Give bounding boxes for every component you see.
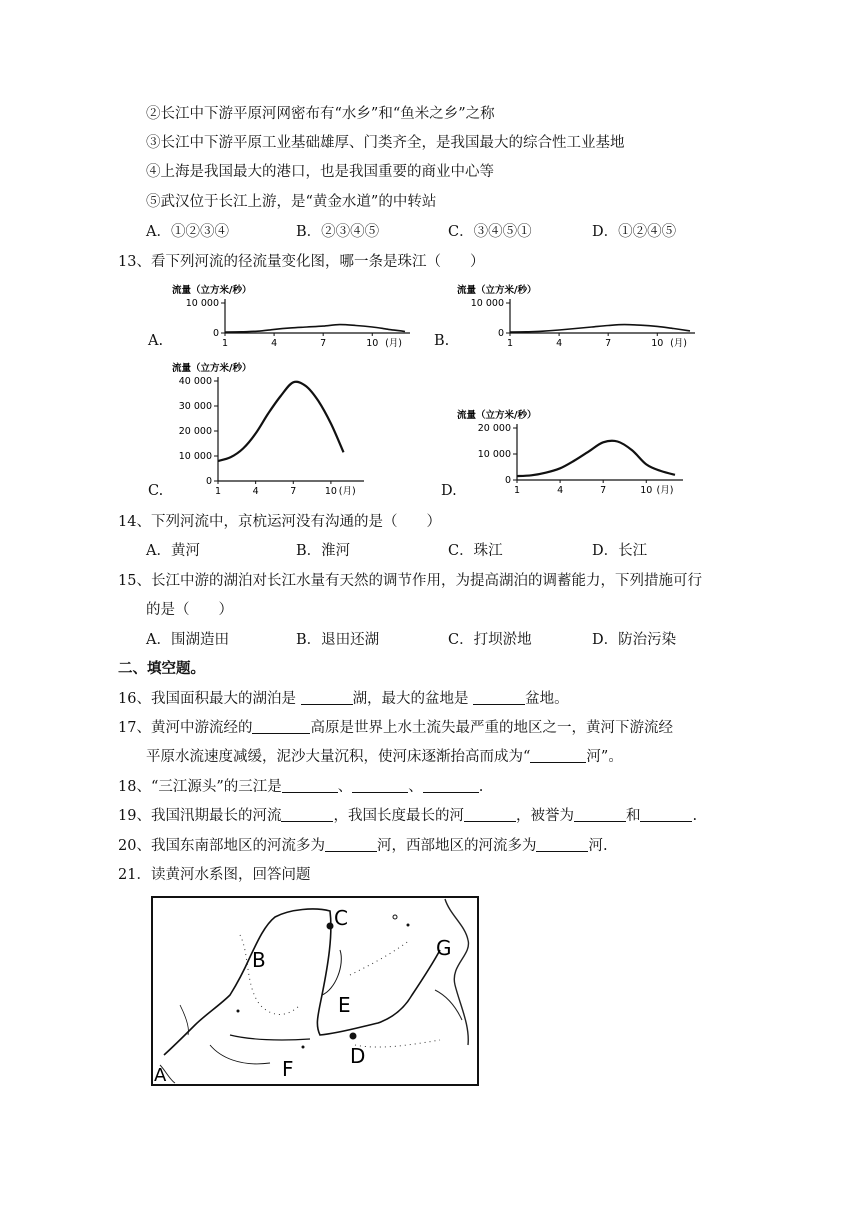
q12-option-a[interactable]: A．①②③④ bbox=[146, 224, 229, 240]
q14-option-a[interactable]: A．黄河 bbox=[146, 543, 200, 559]
q20 bbox=[118, 836, 608, 856]
q19-end: . bbox=[692, 808, 698, 824]
q20-text-3: 河. bbox=[588, 838, 608, 854]
x-axis-unit: (月) bbox=[338, 486, 356, 497]
map-label-c: C bbox=[334, 906, 348, 930]
x-tick-label: 4 bbox=[556, 338, 563, 349]
flow-line bbox=[225, 325, 405, 333]
q13-stem: 13、看下列河流的径流量变化图，哪一条是珠江（ ） bbox=[118, 254, 485, 270]
yellow-river-map bbox=[150, 895, 480, 1087]
q17-blank-2[interactable] bbox=[530, 747, 586, 763]
q19-blank-1[interactable] bbox=[281, 806, 333, 822]
y-tick-label: 0 bbox=[212, 328, 219, 339]
q18-blank-3[interactable] bbox=[423, 777, 479, 793]
q12-option-d[interactable]: D．①②④⑤ bbox=[592, 224, 677, 240]
q19-text-3: ，被誉为 bbox=[515, 808, 574, 824]
y-axis-label: 流量（立方米/秒） bbox=[172, 285, 252, 296]
map-label-a: A bbox=[154, 1065, 167, 1086]
chart-c bbox=[170, 360, 370, 500]
q16-blank-1[interactable] bbox=[301, 689, 353, 705]
q16-text-2: 湖，最大的盆地是 bbox=[352, 691, 474, 707]
q13-label-b[interactable]: B. bbox=[434, 333, 450, 349]
x-tick-label: 4 bbox=[557, 485, 564, 496]
chart-d bbox=[455, 402, 685, 497]
y-tick-label: 30 000 bbox=[178, 401, 212, 412]
q20-text-1: 20、我国东南部地区的河流多为 bbox=[118, 838, 325, 854]
q16 bbox=[118, 689, 569, 709]
q13-label-d[interactable]: D. bbox=[441, 483, 457, 499]
x-tick-label: 7 bbox=[290, 486, 297, 497]
x-tick-label: 10 bbox=[324, 486, 337, 497]
q17-text-4: 河”。 bbox=[586, 749, 623, 765]
x-tick-label: 1 bbox=[214, 486, 222, 497]
q18-blank-2[interactable] bbox=[352, 777, 408, 793]
flow-line bbox=[517, 441, 675, 476]
q20-blank-2[interactable] bbox=[536, 836, 588, 852]
q15-option-a[interactable]: A．围湖造田 bbox=[146, 632, 229, 648]
q16-text-1: 16、我国面积最大的湖泊是 bbox=[118, 691, 301, 707]
q18-blank-1[interactable] bbox=[282, 777, 338, 793]
q18-end: . bbox=[478, 779, 484, 795]
q19-text-2: ，我国长度最长的河 bbox=[333, 808, 464, 824]
y-tick-label: 10 000 bbox=[477, 449, 511, 460]
q12-item-2: ②长江中下游平原河网密布有“水乡”和“鱼米之乡”之称 bbox=[146, 106, 495, 122]
y-tick-label: 10 000 bbox=[178, 451, 212, 462]
q14-stem: 14、下列河流中，京杭运河没有沟通的是（ ） bbox=[118, 514, 441, 530]
q16-text-3: 盆地。 bbox=[525, 691, 569, 707]
q18-text-1: 18、“三江源头”的三江是 bbox=[118, 779, 282, 795]
x-tick-label: 1 bbox=[506, 338, 514, 349]
q14-option-c[interactable]: C．珠江 bbox=[448, 543, 503, 559]
q17-line1 bbox=[118, 718, 673, 738]
x-tick-label: 7 bbox=[320, 338, 327, 349]
y-tick-label: 10 000 bbox=[470, 298, 504, 309]
small-mark-3 bbox=[302, 1046, 305, 1049]
small-mark-2 bbox=[407, 924, 410, 927]
y-axis-label: 流量（立方米/秒） bbox=[172, 363, 252, 374]
y-tick-label: 40 000 bbox=[178, 376, 212, 387]
map-label-g: G bbox=[436, 936, 452, 960]
y-tick-label: 20 000 bbox=[477, 423, 511, 434]
y-axis-label: 流量（立方米/秒） bbox=[457, 410, 537, 421]
q17-line2 bbox=[146, 747, 623, 767]
q15-option-b[interactable]: B．退田还湖 bbox=[296, 632, 380, 648]
q17-text-1: 17、黄河中游流经的 bbox=[118, 720, 253, 736]
flow-line bbox=[510, 325, 690, 333]
q17-text-2: 高原是世界上水土流失最严重的地区之一，黄河下游流经 bbox=[310, 720, 673, 736]
section-heading: 二、填空题。 bbox=[118, 660, 205, 677]
q20-blank-1[interactable] bbox=[325, 836, 377, 852]
q12-item-3: ③长江中下游平原工业基础雄厚、门类齐全，是我国最大的综合性工业基地 bbox=[146, 135, 625, 151]
map-label-e: E bbox=[338, 993, 351, 1017]
map-label-f: F bbox=[282, 1057, 294, 1081]
flow-line bbox=[218, 382, 344, 461]
y-tick-label: 0 bbox=[504, 475, 511, 486]
q19-blank-4[interactable] bbox=[640, 806, 692, 822]
x-tick-label: 10 bbox=[651, 338, 664, 349]
q18-sep-2: 、 bbox=[408, 779, 423, 795]
x-tick-label: 4 bbox=[252, 486, 259, 497]
x-tick-label: 1 bbox=[513, 485, 521, 496]
chart-b bbox=[455, 280, 695, 350]
x-axis-unit: (月) bbox=[385, 338, 403, 349]
q15-stem-line2: 的是（ ） bbox=[146, 602, 233, 618]
y-tick-label: 0 bbox=[497, 328, 504, 339]
map-border bbox=[152, 897, 478, 1085]
q21-stem: 21．读黄河水系图，回答问题 bbox=[118, 867, 311, 883]
q15-option-d[interactable]: D．防治污染 bbox=[592, 632, 677, 648]
q19-text-4: 和 bbox=[625, 808, 641, 824]
x-tick-label: 10 bbox=[366, 338, 379, 349]
q17-text-3: 平原水流速度减缓，泥沙大量沉积，使河床逐渐抬高而成为“ bbox=[146, 749, 531, 765]
y-tick-label: 20 000 bbox=[178, 426, 212, 437]
map-label-d: D bbox=[350, 1044, 366, 1068]
q20-text-2: 河，西部地区的河流多为 bbox=[376, 838, 537, 854]
x-tick-label: 4 bbox=[271, 338, 278, 349]
q16-blank-2[interactable] bbox=[473, 689, 525, 705]
q12-item-5: ⑤武汉位于长江上游，是“黄金水道”的中转站 bbox=[146, 194, 437, 210]
q12-option-b[interactable]: B．②③④⑤ bbox=[296, 224, 380, 240]
x-axis-unit: (月) bbox=[670, 338, 688, 349]
chart-a bbox=[170, 280, 410, 350]
q15-stem-line1: 15、长江中游的湖泊对长江水量有天然的调节作用，为提高湖泊的调蓄能力，下列措施可行 bbox=[118, 573, 702, 589]
x-tick-label: 7 bbox=[600, 485, 607, 496]
y-tick-label: 0 bbox=[205, 476, 212, 487]
q19-text-1: 19、我国汛期最长的河流 bbox=[118, 808, 282, 824]
q18-sep-1: 、 bbox=[337, 779, 353, 795]
x-tick-label: 7 bbox=[605, 338, 612, 349]
y-tick-label: 10 000 bbox=[185, 298, 219, 309]
q15-option-c[interactable]: C．打坝淤地 bbox=[448, 632, 532, 648]
small-mark-4 bbox=[237, 1010, 240, 1013]
q12-option-c[interactable]: C．③④⑤① bbox=[448, 224, 532, 240]
y-axis-label: 流量（立方米/秒） bbox=[457, 285, 537, 296]
q18 bbox=[118, 777, 483, 797]
q12-item-4: ④上海是我国最大的港口，也是我国重要的商业中心等 bbox=[146, 164, 494, 180]
q17-blank-1[interactable] bbox=[252, 718, 310, 734]
x-tick-label: 10 bbox=[640, 485, 653, 496]
q13-label-c[interactable]: C. bbox=[148, 483, 164, 499]
q19-blank-2[interactable] bbox=[464, 806, 516, 822]
city-d-marker bbox=[350, 1033, 357, 1040]
x-axis-unit: (月) bbox=[656, 485, 674, 496]
q14-option-b[interactable]: B．淮河 bbox=[296, 543, 351, 559]
x-tick-label: 1 bbox=[221, 338, 229, 349]
map-label-b: B bbox=[252, 948, 266, 972]
city-c-marker bbox=[327, 923, 334, 930]
q19 bbox=[118, 806, 697, 826]
q14-option-d[interactable]: D．长江 bbox=[592, 543, 648, 559]
q13-label-a[interactable]: A. bbox=[148, 333, 164, 349]
q19-blank-3[interactable] bbox=[574, 806, 626, 822]
